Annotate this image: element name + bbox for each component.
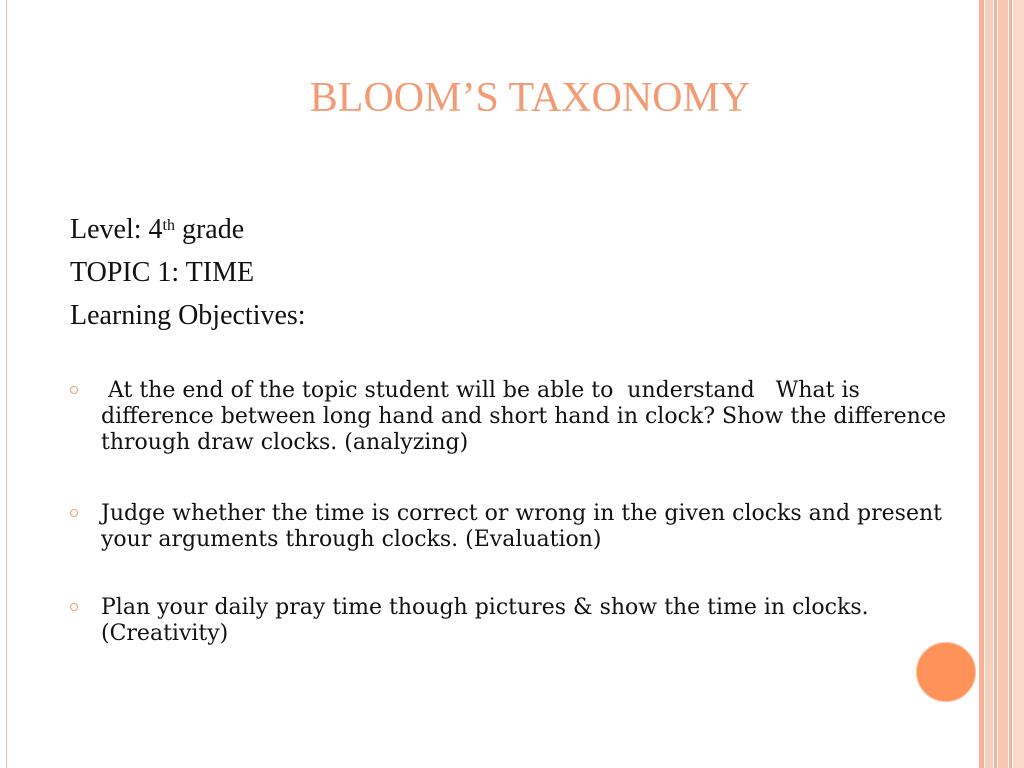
level-prefix: Level: 4: [70, 214, 163, 245]
bullet-icon: [70, 386, 78, 394]
objective-text: Plan your daily pray time though pictures & show the time in clocks. (Creativity): [101, 595, 876, 646]
learning-objectives-label: Learning Objectives:: [70, 300, 306, 331]
level-superscript: th: [162, 217, 175, 234]
objective-text: At the end of the topic student will be able to understand What is difference between long hand and short hand in clock? Show the difference through draw clocks. (analyzing): [101, 378, 954, 455]
level-line: [70, 208, 306, 251]
objective-item: [70, 595, 950, 647]
topic-line: TOPIC 1: TIME: [70, 257, 255, 288]
objective-text: Judge whether the time is correct or wrong in the given clocks and present your arguments through clocks. (Evaluation): [101, 501, 949, 552]
slide-title: BLOOM’S TAXONOMY: [309, 75, 751, 121]
objective-item: [70, 378, 954, 456]
decorative-circle: [914, 640, 978, 704]
objective-item: [70, 501, 950, 553]
level-suffix: grade: [174, 214, 245, 245]
bullet-icon: [70, 603, 78, 611]
bullet-icon: [70, 509, 78, 517]
slide-info: [70, 208, 306, 337]
